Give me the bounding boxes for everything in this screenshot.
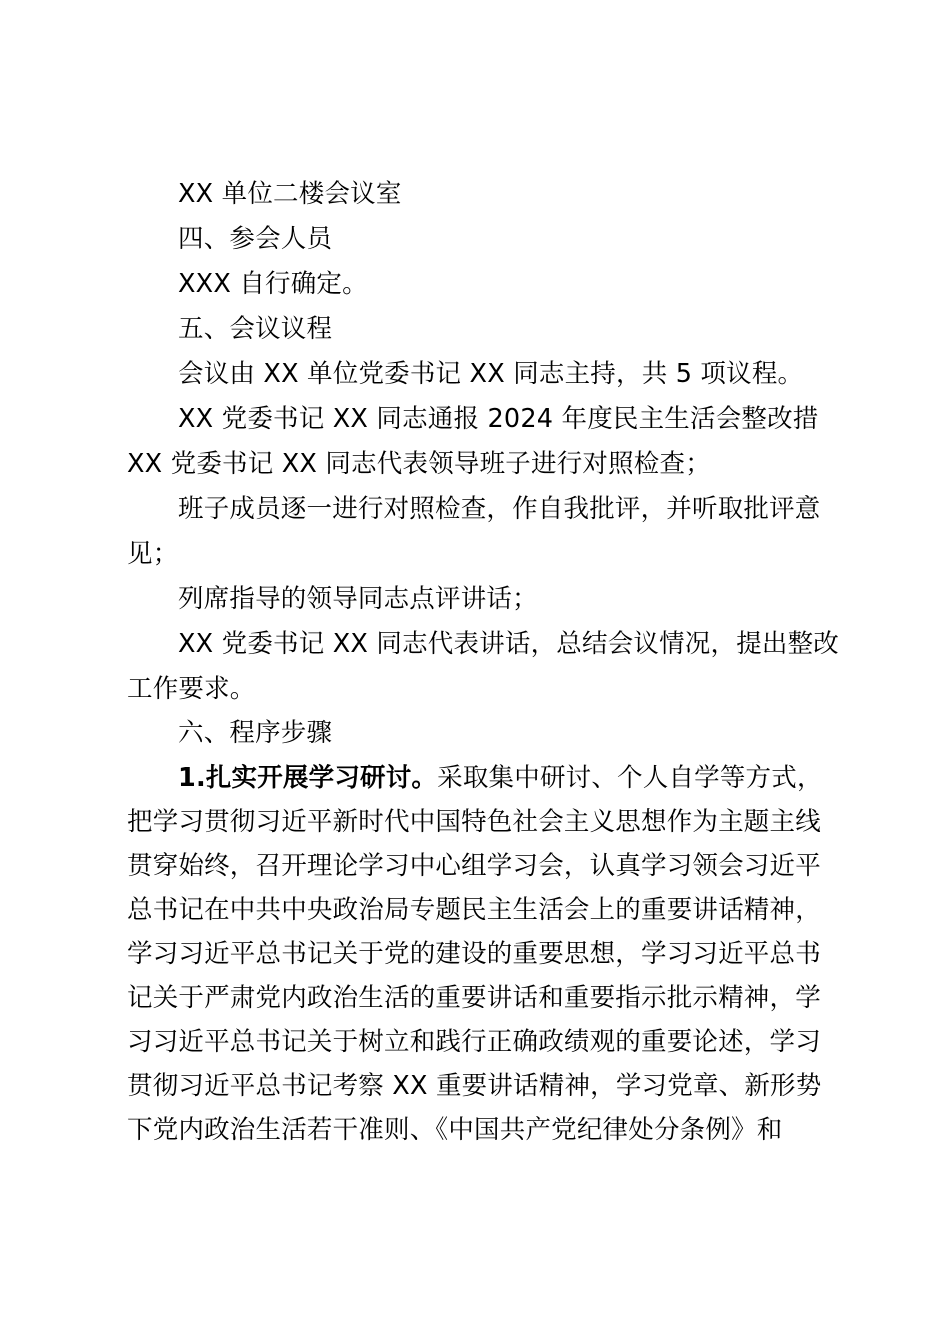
section-heading-attendees: 四、参会人员 (178, 224, 333, 254)
agenda-item-1: XX 党委书记 XX 同志通报 2024 年度民主生活会整改措 (178, 404, 819, 434)
paragraph-1-line: 把学习贯彻习近平新时代中国特色社会主义思想作为主题主线 (127, 807, 821, 837)
agenda-item-2: XX 党委书记 XX 同志代表领导班子进行对照检查； (127, 449, 711, 479)
agenda-item-3-cont: 见； (127, 539, 179, 569)
agenda-item-4: 列席指导的领导同志点评讲话； (178, 584, 538, 614)
agenda-intro: 会议由 XX 单位党委书记 XX 同志主持，共 5 项议程。 (178, 359, 804, 389)
section-heading-procedure: 六、程序步骤 (178, 718, 333, 748)
paragraph-1-line: 记关于严肃党内政治生活的重要讲话和重要指示批示精神，学 (127, 983, 821, 1013)
attendees-text: XXX 自行确定。 (178, 269, 368, 299)
paragraph-1-line: 下党内政治生活若干准则、《中国共产党纪律处分条例》和 (127, 1115, 783, 1145)
paragraph-1-line: 总书记在中共中央政治局专题民主生活会上的重要讲话精神， (127, 895, 821, 925)
paragraph-1-line: 贯穿始终，召开理论学习中心组学习会，认真学习领会习近平 (127, 851, 821, 881)
paragraph-1-line: 贯彻习近平总书记考察 XX 重要讲话精神，学习党章、新形势 (127, 1071, 822, 1101)
paragraph-1-line: 习习近平总书记关于树立和践行正确政绩观的重要论述，学习 (127, 1027, 821, 1057)
paragraph-1-heading: 1.扎实开展学习研讨。 (178, 763, 438, 793)
meeting-location: XX 单位二楼会议室 (178, 179, 402, 209)
agenda-item-3: 班子成员逐一进行对照检查，作自我批评，并听取批评意 (178, 494, 821, 524)
agenda-item-5: XX 党委书记 XX 同志代表讲话，总结会议情况，提出整改 (178, 629, 839, 659)
section-heading-agenda: 五、会议议程 (178, 314, 333, 344)
paragraph-1-first-line (178, 761, 823, 795)
paragraph-1-text: 采取集中研讨、个人自学等方式， (437, 763, 823, 793)
paragraph-1-line: 学习习近平总书记关于党的建设的重要思想，学习习近平总书 (127, 939, 821, 969)
agenda-item-5-cont: 工作要求。 (127, 674, 256, 704)
